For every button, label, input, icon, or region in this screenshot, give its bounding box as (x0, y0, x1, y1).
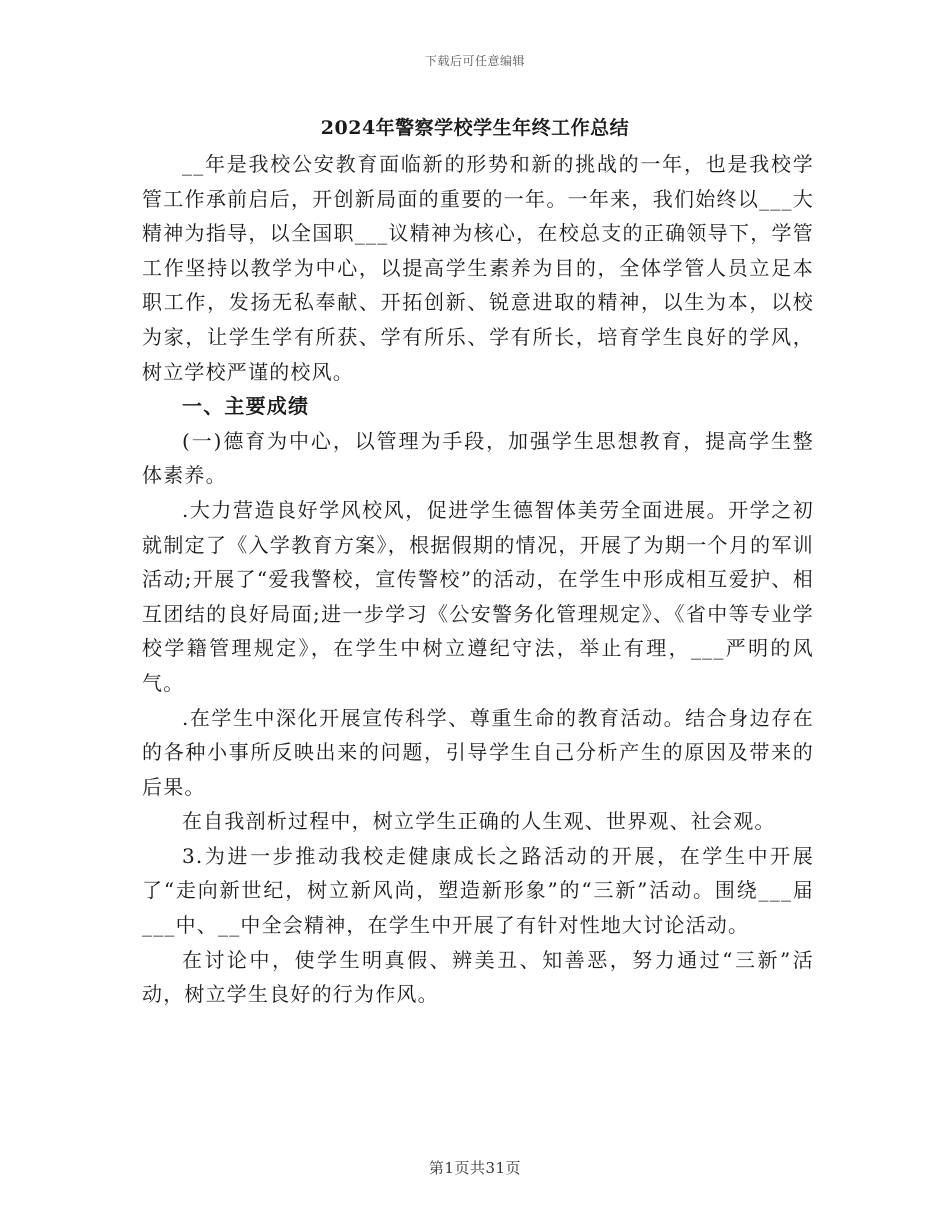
section-heading: 一、主要成绩 (182, 394, 310, 419)
paragraph-discussion: 在讨论中，使学生明真假、辨美丑、知善恶，努力通过“三新”活动，树立学生良好的行为作风。 (142, 947, 814, 1007)
document-title: 2024年警察学校学生年终工作总结 (320, 117, 630, 139)
paragraph-item-1: .大力营造良好学风校风，促进学生德智体美劳全面进展。开学之初就制定了《入学教育方案》，根据假期的情况，开展了为期一个月的军训活动;开展了“爱我警校，宣传警校”的活动，在学生中形成相互爱护、相互团结的良好局面;进一步学习《公安警务化管理规定》、《省中等专业学校学籍管理规定》，在学生中树立遵纪守法，举止有理，___严明的风气。 (142, 497, 814, 695)
subsection-heading: (一)德育为中心，以管理为手段，加强学生思想教育，提高学生整体素养。 (142, 428, 814, 488)
header-note: 下载后可任意编辑 (424, 54, 525, 68)
page-footer: 第1页共31页 (428, 1159, 522, 1177)
paragraph-self-analysis: 在自我剖析过程中，树立学生正确的人生观、世界观、社会观。 (182, 809, 776, 834)
paragraph-item-3: 3.为进一步推动我校走健康成长之路活动的开展，在学生中开展了“走向新世纪，树立新风尚，塑造新形象”的“三新”活动。围绕___届___中、__中全会精神，在学生中开展了有针对性地大讨论活动。 (142, 843, 814, 938)
paragraph-intro: __年是我校公安教育面临新的形势和新的挑战的一年，也是我校学管工作承前启后，开创新局面的重要的一年。一年来，我们始终以___大精神为指导，以全国职___议精神为核心，在校总支的正确领导下，学管工作坚持以教学为中心，以提高学生素养为目的，全体学管人员立足本职工作，发扬无私奉献、开拓创新、锐意进取的精神，以生为本，以校为家，让学生学有所获、学有所乐、学有所长，培育学生良好的学风，树立学校严谨的校风。 (142, 152, 814, 384)
paragraph-item-2: .在学生中深化开展宣传科学、尊重生命的教育活动。结合身边存在的各种小事所反映出来的问题，引导学生自己分析产生的原因及带来的后果。 (142, 705, 814, 799)
document-body (142, 147, 814, 1012)
